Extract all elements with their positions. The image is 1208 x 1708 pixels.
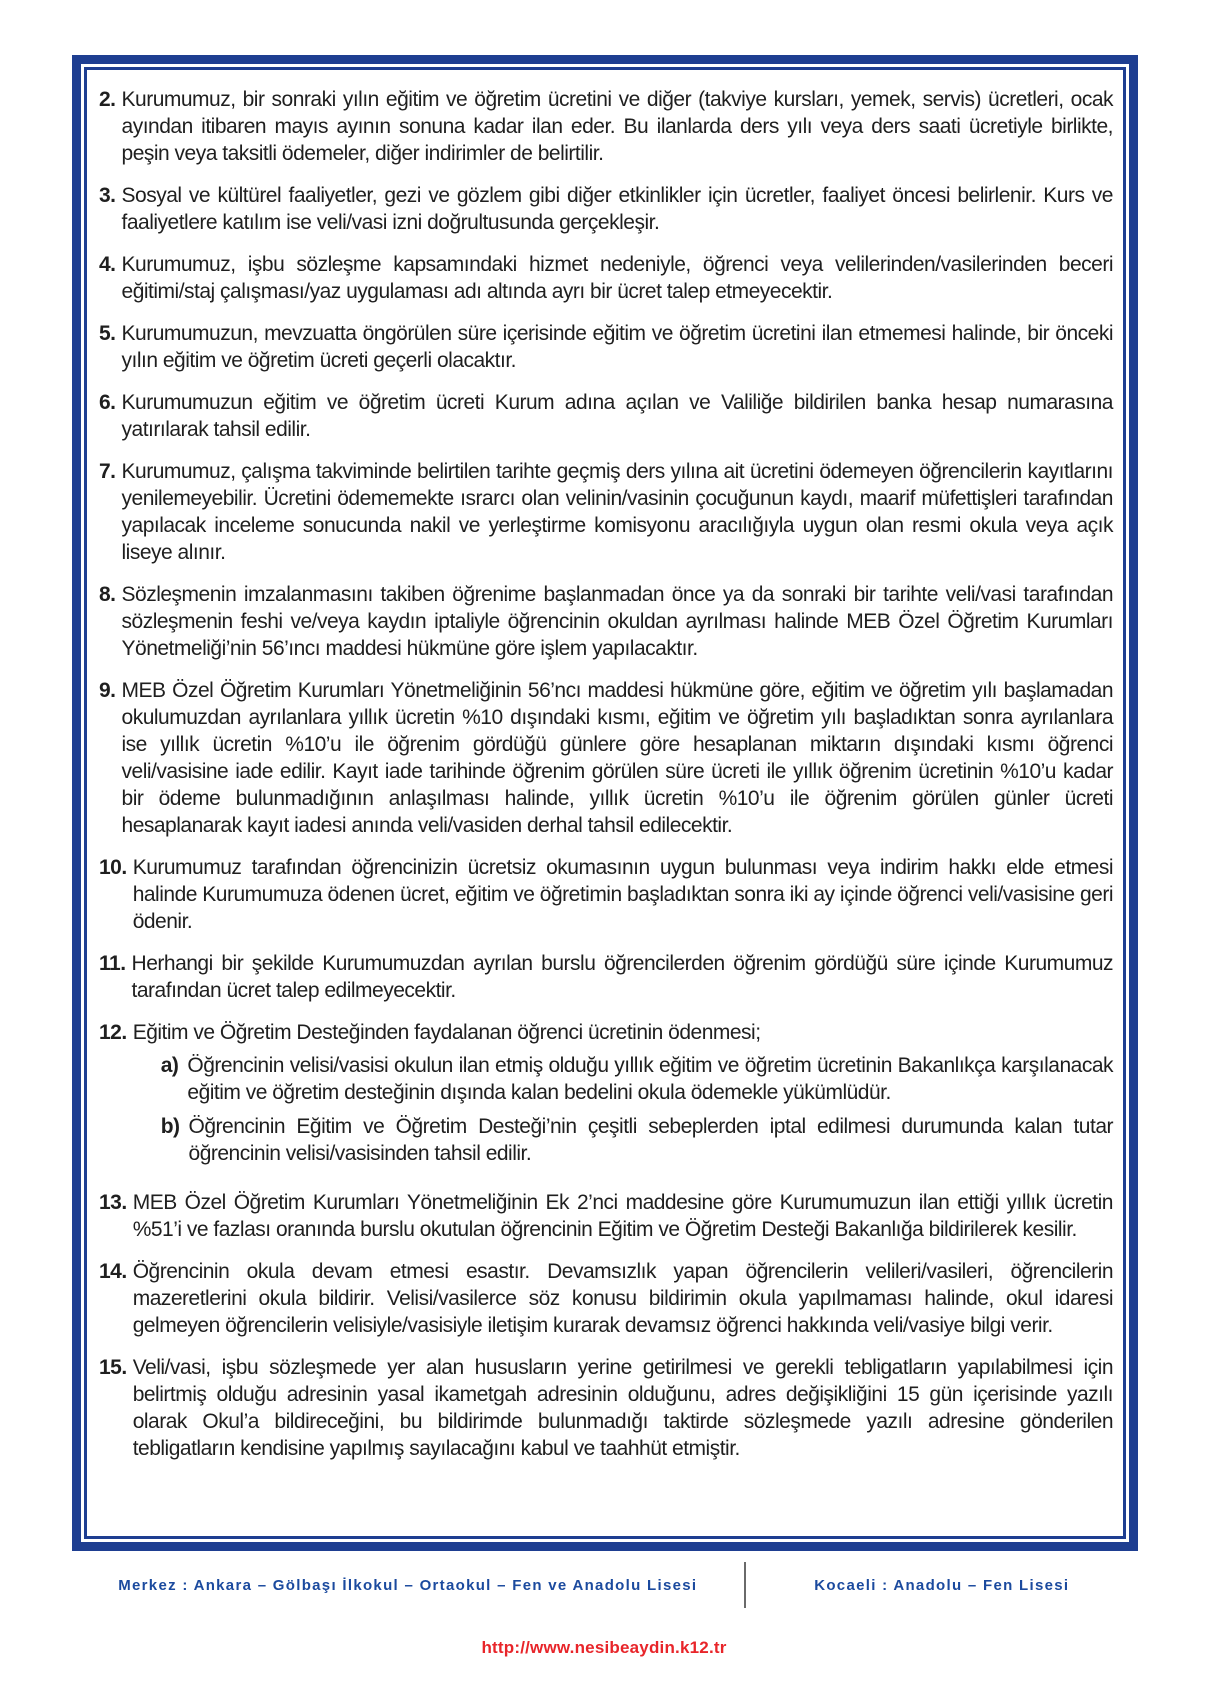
clause-number: 9. [99,679,116,702]
clause-text: Kurumumuz, bir sonraki yılın eğitim ve öğretim ücretini ve diğer (takviye kursları, yemek, servis) ücretleri, ocak ayından itibaren mayıs ayının sonuna kadar ilan eder. Bu ilanlarda ders yılı veya ders saati ücretiyle birlikte, peşin veya taksitli ödemeler, diğer indirimler de belirtilir. [121,88,1113,165]
contract-clause [99,86,1113,167]
clause-number: 13. [99,1191,127,1214]
sub-clause-text: Öğrencinin Eğitim ve Öğretim Desteği’nin çeşitli sebeplerden iptal edilmesi durumunda kalan tutar öğrencinin velisi/vasisinden tahsil edilir. [188,1115,1113,1165]
clause-number: 6. [99,391,116,414]
sub-clause-label: a) [160,1054,179,1077]
clause-number: 14. [99,1260,127,1283]
contract-clause [99,458,1113,566]
sub-clause-text: Öğrencinin velisi/vasisi okulun ilan etmiş olduğu yıllık eğitim ve öğretim ücretinin Bakanlıkça karşılanacak eğitim ve öğretim desteğinin dışında kalan bedelini okula ödemekle yükümlüdür. [187,1054,1113,1104]
footer-campus-right: Kocaeli : Anadolu – Fen Lisesi [814,1576,1070,1594]
document-inner-border [84,67,1126,1539]
sub-clause [161,1113,1113,1167]
clause-text: Herhangi bir şekilde Kurumumuzdan ayrılan burslu öğrencilerden öğrenim gördüğü süre içinde Kurumumuz tarafından ücret talep edilmeyecektir. [131,952,1113,1002]
footer-campus-left: Merkez : Ankara – Gölbaşı İlkokul – Ortaokul – Fen ve Anadolu Lisesi [118,1576,698,1594]
clause-number: 5. [99,322,116,345]
contract-clause-with-subclauses [99,1019,1113,1174]
clause-number: 4. [99,253,116,276]
contract-clause [99,854,1113,935]
clause-text: Öğrencinin okula devam etmesi esastır. Devamsızlık yapan öğrencilerin velileri/vasileri, öğrencilerin mazeretlerini okula bildirir. Velisi/vasilerce söz konusu bildirimin okula yapılmaması halinde, okul idaresi gelmeyen öğrencilerin velisiyle/vasisiyle iletişim kurarak devamsız öğrenci hakkında veli/vasiye bilgi verir. [132,1260,1113,1337]
clause-heading: Eğitim ve Öğretim Desteğinden faydalanan öğrenci ücretinin ödenmesi; [132,1021,761,1044]
clause-text: Kurumumuz, çalışma takviminde belirtilen tarihte geçmiş ders yılına ait ücretini ödemeyen öğrencilerin kayıtlarını yenilemeyebilir. Ücretini ödememekte ısrarcı olan velinin/vasinin çocuğunun kaydı, maarif müfettişleri tarafından yapılacak inceleme sonucunda nakil ve yerleştirme komisyonu aracılığıyla uygun olan resmi okula veya açık liseye alınır. [121,460,1113,564]
clause-text: Sosyal ve kültürel faaliyetler, gezi ve gözlem gibi diğer etkinlikler için ücretler, faaliyet öncesi belirlenir. Kurs ve faaliyetlere katılım ise veli/vasi izni doğrultusunda gerçekleşir. [121,184,1113,234]
clause-number: 15. [99,1356,127,1379]
clause-text: Kurumumuz, işbu sözleşme kapsamındaki hizmet nedeniyle, öğrenci veya velilerinden/vasilerinden beceri eğitimi/staj çalışması/yaz uygulaması adı altında ayrı bir ücret talep etmeyecektir. [121,253,1113,303]
contract-clause [99,320,1113,374]
clause-text: Kurumumuzun, mevzuatta öngörülen süre içerisinde eğitim ve öğretim ücretini ilan etmemesi halinde, bir önceki yılın eğitim ve öğretim ücreti geçerli olacaktır. [121,322,1113,372]
clause-body [133,1019,1113,1174]
contract-clauses [87,70,1123,1536]
contract-clause [99,1354,1113,1462]
contract-clause [99,389,1113,443]
clause-number: 10. [99,856,127,879]
contract-clause [99,182,1113,236]
clause-number: 12. [99,1021,127,1044]
clause-number: 3. [99,184,116,207]
contract-clause [99,950,1113,1004]
sub-clauses [133,1052,1113,1167]
website-url: http://www.nesibeaydin.k12.tr [481,1638,727,1657]
clause-number: 7. [99,460,116,483]
document-border-frame [72,55,1138,1551]
clause-number: 11. [99,952,126,975]
clause-text: Veli/vasi, işbu sözleşmede yer alan hususların yerine getirilmesi ve gerekli tebligatların yapılabilmesi için belirtmiş olduğu adresinin yasal ikametgah adresinin olduğunu, adres değişikliğini 15 gün içerisinde yazılı olarak Okul’a bildireceğini, bu bildirimde bulunmadığı taktirde sözleşmede yazılı adresine gönderilen tebligatların kendisine yapılmış sayılacağını kabul ve taahhüt etmiştir. [132,1356,1113,1460]
clause-text: MEB Özel Öğretim Kurumları Yönetmeliğinin 56’ncı maddesi hükmüne göre, eğitim ve öğretim yılı başlamadan okulumuzdan ayrılanlara yıllık ücretin %10 dışındaki kısmı, eğitim ve öğretim yılı başladıktan sonra ayrılanlara ise yıllık ücretin %10’u ile öğrenim gördüğü günlere göre hesaplanan miktarın dışındaki kısmı öğrenci veli/vasisine iade edilir. Kayıt iade tarihinde öğrenim görülen süre ücreti ile yıllık öğrenim ücretinin %10’u kadar bir ödeme bulunmadığının anlaşılması halinde, yıllık ücretin %10’u ile öğrenim görülen günler ücreti hesaplanarak kayıt iadesi anında veli/vasiden derhal tahsil edilecektir. [121,679,1113,837]
contract-clause [99,581,1113,662]
contract-clause [99,1189,1113,1243]
contract-clause [99,251,1113,305]
sub-clause [161,1052,1113,1106]
clause-text: MEB Özel Öğretim Kurumları Yönetmeliğinin Ek 2’nci maddesine göre Kurumumuzun ilan ettiği yıllık ücretin %51’i ve fazlası oranında burslu okutulan öğrencinin Eğitim ve Öğretim Desteği Bakanlığa bildirilerek kesilir. [132,1191,1113,1241]
clause-text: Sözleşmenin imzalanmasını takiben öğrenime başlanmadan önce ya da sonraki bir tarihte veli/vasi tarafından sözleşmenin feshi ve/veya kaydın iptaliyle öğrencinin okuldan ayrılması halinde MEB Özel Öğretim Kurumları Yönetmeliği’nin 56’ıncı maddesi hükmüne göre işlem yapılacaktır. [121,583,1113,660]
sub-clause-label: b) [160,1115,180,1138]
clause-text: Kurumumuzun eğitim ve öğretim ücreti Kurum adına açılan ve Valiliğe bildirilen banka hesap numarasına yatırılarak tahsil edilir. [121,391,1113,441]
clause-number: 2. [99,88,116,111]
contract-clause [99,1258,1113,1339]
campus-footer [72,1562,1138,1608]
contract-clause [99,677,1113,839]
clause-number: 8. [99,583,116,606]
clause-text: Kurumumuz tarafından öğrencinizin ücretsiz okumasının uygun bulunması veya indirim hakkı elde etmesi halinde Kurumumuza ödenen ücret, eğitim ve öğretimin başladıktan sonra iki ay içinde öğrenci veli/vasisine geri ödenir. [132,856,1113,933]
